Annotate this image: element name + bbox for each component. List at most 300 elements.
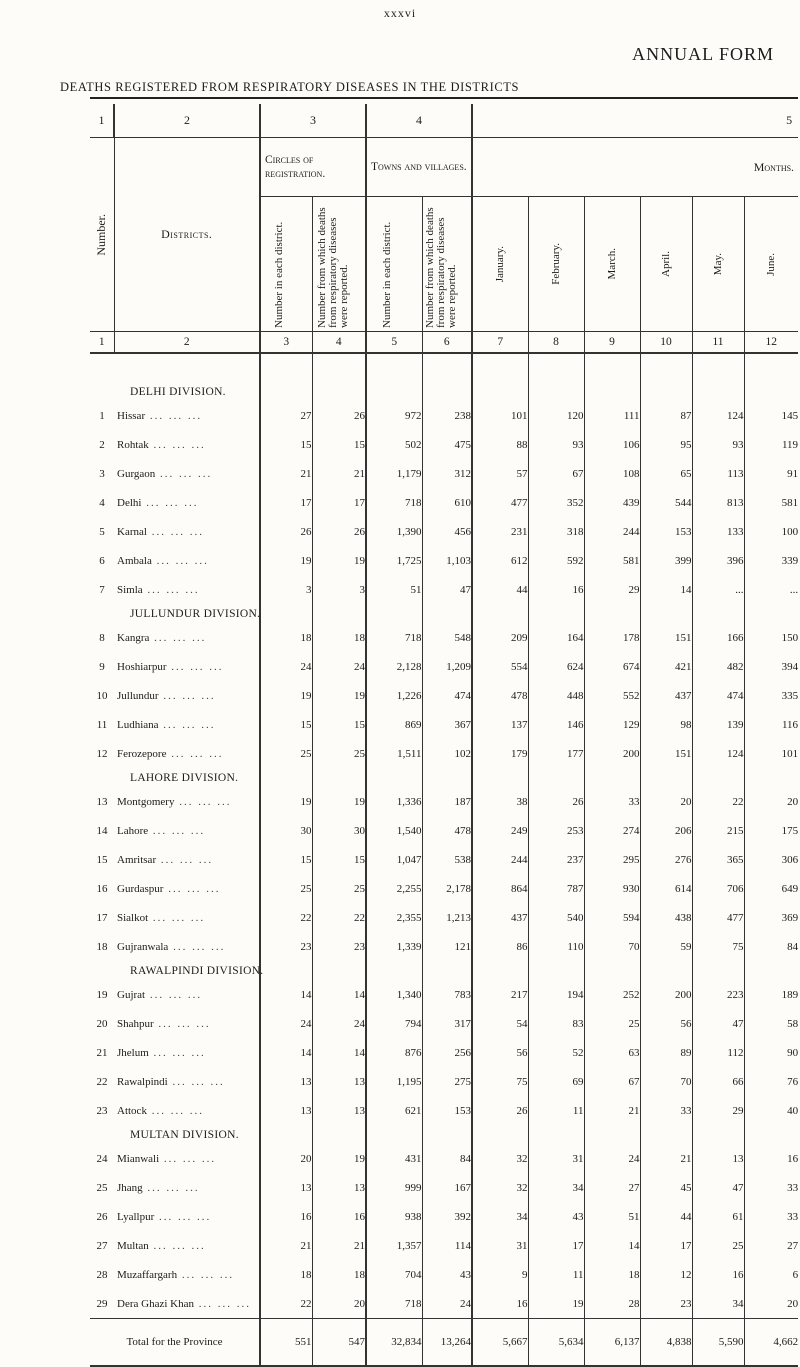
cell-feb: 787 xyxy=(528,874,584,903)
cell-jan: 31 xyxy=(472,1231,528,1260)
cell-jan: 75 xyxy=(472,1067,528,1096)
table-row xyxy=(90,816,798,845)
cell-c4: 17 xyxy=(312,488,366,517)
division-spacer xyxy=(260,604,312,623)
cell-mar: 274 xyxy=(584,816,640,845)
district-name xyxy=(114,546,260,575)
cell-feb: 352 xyxy=(528,488,584,517)
division-spacer xyxy=(422,1125,472,1144)
cell-may: 93 xyxy=(692,430,744,459)
cell-may: 22 xyxy=(692,787,744,816)
month-header xyxy=(744,197,798,332)
cell-feb: 34 xyxy=(528,1173,584,1202)
cell-c3: 18 xyxy=(260,623,312,652)
table-row xyxy=(90,787,798,816)
cell-mar: 594 xyxy=(584,903,640,932)
cell-may: 75 xyxy=(692,932,744,961)
district-name xyxy=(114,1173,260,1202)
column-number: 10 xyxy=(640,332,692,354)
district-name xyxy=(114,845,260,874)
cell-apr: 276 xyxy=(640,845,692,874)
cell-mar: 18 xyxy=(584,1260,640,1289)
cell-c4: 13 xyxy=(312,1096,366,1125)
cell-c6: 121 xyxy=(422,932,472,961)
row-number: 10 xyxy=(96,689,108,702)
division-spacer xyxy=(366,604,422,623)
division-spacer xyxy=(692,382,744,401)
cell-jan: 34 xyxy=(472,1202,528,1231)
row-number: 2 xyxy=(99,438,105,451)
cell-c5: 2,128 xyxy=(366,652,422,681)
cell-may: 13 xyxy=(692,1144,744,1173)
cell-c5: 1,179 xyxy=(366,459,422,488)
leader-dots: ... ... ... xyxy=(141,496,199,509)
cell-may: 29 xyxy=(692,1096,744,1125)
district-name xyxy=(114,932,260,961)
cell-jan: 9 xyxy=(472,1260,528,1289)
cell-mar: 178 xyxy=(584,623,640,652)
division-name: LAHORE DIVISION. xyxy=(130,771,239,784)
cell-mar: 200 xyxy=(584,739,640,768)
district-name xyxy=(114,816,260,845)
cell-jun: 306 xyxy=(744,845,798,874)
month-label: May. xyxy=(711,252,724,276)
district-label: Karnal xyxy=(117,525,147,538)
cell-may: 66 xyxy=(692,1067,744,1096)
cell-c3: 19 xyxy=(260,787,312,816)
table-row xyxy=(90,980,798,1009)
row-number: 1 xyxy=(99,409,105,422)
table-row xyxy=(90,1260,798,1289)
division-name: DELHI DIVISION. xyxy=(130,385,226,398)
division-row xyxy=(90,1125,798,1144)
row-number: 15 xyxy=(96,853,108,866)
total-row xyxy=(90,1319,798,1367)
division-spacer xyxy=(692,604,744,623)
cell-c4: 14 xyxy=(312,1038,366,1067)
district-name xyxy=(114,739,260,768)
division-spacer xyxy=(260,1125,312,1144)
spacer-row xyxy=(90,353,798,382)
division-spacer xyxy=(260,768,312,787)
division-spacer xyxy=(528,604,584,623)
cell-jun: 335 xyxy=(744,681,798,710)
cell-apr: 206 xyxy=(640,816,692,845)
district-name xyxy=(114,710,260,739)
cell-c3: 3 xyxy=(260,575,312,604)
total-jun: 4,662 xyxy=(744,1319,798,1367)
cell-jan: 101 xyxy=(472,401,528,430)
cell-jun: 649 xyxy=(744,874,798,903)
district-name xyxy=(114,681,260,710)
district-name xyxy=(114,1067,260,1096)
cell-apr: 45 xyxy=(640,1173,692,1202)
division-spacer xyxy=(366,768,422,787)
cell-jan: 32 xyxy=(472,1144,528,1173)
total-c5: 32,834 xyxy=(366,1319,422,1367)
district-name xyxy=(114,652,260,681)
cell-c3: 22 xyxy=(260,903,312,932)
district-label: Rawalpindi xyxy=(117,1075,168,1088)
district-label: Montgomery xyxy=(117,795,175,808)
row-number: 24 xyxy=(96,1152,108,1165)
cell-c4: 22 xyxy=(312,903,366,932)
group-number-row xyxy=(90,104,798,138)
cell-jun: 394 xyxy=(744,652,798,681)
cell-may: 139 xyxy=(692,710,744,739)
district-label: Ludhiana xyxy=(117,718,159,731)
leader-dots: ... ... ... xyxy=(148,438,206,451)
cell-c3: 13 xyxy=(260,1067,312,1096)
cell-c4: 15 xyxy=(312,710,366,739)
cell-jan: 86 xyxy=(472,932,528,961)
cell-jun: 6 xyxy=(744,1260,798,1289)
leader-dots: ... ... ... xyxy=(167,1075,225,1088)
cell-jun: 101 xyxy=(744,739,798,768)
cell-c4: 19 xyxy=(312,787,366,816)
cell-c5: 1,339 xyxy=(366,932,422,961)
cell-c4: 16 xyxy=(312,1202,366,1231)
cell-c4: 14 xyxy=(312,980,366,1009)
cell-feb: 540 xyxy=(528,903,584,932)
cell-mar: 51 xyxy=(584,1202,640,1231)
cell-jan: 88 xyxy=(472,430,528,459)
month-label: June. xyxy=(764,252,777,276)
row-number: 21 xyxy=(96,1046,108,1059)
cell-apr: 12 xyxy=(640,1260,692,1289)
cell-jan: 437 xyxy=(472,903,528,932)
cell-c3: 21 xyxy=(260,459,312,488)
column-number: 4 xyxy=(312,332,366,354)
cell-jun: 116 xyxy=(744,710,798,739)
col3-label: Number in each district. xyxy=(273,221,286,328)
cell-feb: 253 xyxy=(528,816,584,845)
cell-c4: 30 xyxy=(312,816,366,845)
cell-mar: 439 xyxy=(584,488,640,517)
districts-label: Districts. xyxy=(161,227,213,241)
leader-dots: ... ... ... xyxy=(149,631,207,644)
division-row xyxy=(90,604,798,623)
cell-may: 482 xyxy=(692,652,744,681)
cell-c4: 15 xyxy=(312,430,366,459)
division-spacer xyxy=(312,961,366,980)
row-number: 14 xyxy=(96,824,108,837)
division-spacer xyxy=(692,768,744,787)
cell-apr: 151 xyxy=(640,739,692,768)
row-number: 27 xyxy=(96,1239,108,1252)
cell-jan: 32 xyxy=(472,1173,528,1202)
cell-c5: 794 xyxy=(366,1009,422,1038)
column-number: 1 xyxy=(90,332,114,354)
cell-feb: 194 xyxy=(528,980,584,1009)
cell-c5: 1,340 xyxy=(366,980,422,1009)
cell-c5: 1,195 xyxy=(366,1067,422,1096)
district-name xyxy=(114,1096,260,1125)
leader-dots: ... ... ... xyxy=(156,853,214,866)
division-spacer xyxy=(528,961,584,980)
leader-dots: ... ... ... xyxy=(163,882,221,895)
district-label: Simla xyxy=(117,583,143,596)
group-number: 4 xyxy=(366,104,472,138)
table-row xyxy=(90,845,798,874)
district-name xyxy=(114,874,260,903)
cell-jan: 244 xyxy=(472,845,528,874)
division-spacer xyxy=(640,768,692,787)
division-row xyxy=(90,961,798,980)
column-number: 8 xyxy=(528,332,584,354)
month-header xyxy=(528,197,584,332)
division-spacer xyxy=(692,961,744,980)
cell-c6: 153 xyxy=(422,1096,472,1125)
leader-dots: ... ... ... xyxy=(166,747,224,760)
table-row xyxy=(90,681,798,710)
cell-jan: 179 xyxy=(472,739,528,768)
cell-c4: 24 xyxy=(312,652,366,681)
cell-jan: 57 xyxy=(472,459,528,488)
cell-c4: 18 xyxy=(312,623,366,652)
circles-header: Circles of registration. xyxy=(260,138,366,197)
row-number: 13 xyxy=(96,795,108,808)
cell-c3: 26 xyxy=(260,517,312,546)
cell-may: 112 xyxy=(692,1038,744,1067)
form-title: ANNUAL FORM xyxy=(632,44,774,64)
row-number: 7 xyxy=(99,583,105,596)
division-spacer xyxy=(528,382,584,401)
cell-jun: 189 xyxy=(744,980,798,1009)
group-number: 2 xyxy=(114,104,260,138)
cell-apr: 14 xyxy=(640,575,692,604)
district-label: Hissar xyxy=(117,409,146,422)
col4-header xyxy=(312,197,366,332)
cell-c6: 610 xyxy=(422,488,472,517)
district-name xyxy=(114,903,260,932)
row-number: 20 xyxy=(96,1017,108,1030)
table-row xyxy=(90,401,798,430)
table-row xyxy=(90,874,798,903)
cell-apr: 44 xyxy=(640,1202,692,1231)
spacer-cell xyxy=(584,353,640,382)
month-header xyxy=(640,197,692,332)
division-spacer xyxy=(584,382,640,401)
cell-jan: 209 xyxy=(472,623,528,652)
division-spacer xyxy=(744,768,798,787)
row-number: 4 xyxy=(99,496,105,509)
cell-may: 47 xyxy=(692,1009,744,1038)
cell-apr: 614 xyxy=(640,874,692,903)
cell-c6: 238 xyxy=(422,401,472,430)
district-label: Mianwali xyxy=(117,1152,160,1165)
cell-mar: 63 xyxy=(584,1038,640,1067)
column-number-row xyxy=(90,332,798,354)
division-spacer xyxy=(692,1125,744,1144)
cell-mar: 244 xyxy=(584,517,640,546)
cell-c6: 548 xyxy=(422,623,472,652)
spacer-cell xyxy=(114,353,260,382)
division-spacer xyxy=(422,604,472,623)
row-number: 6 xyxy=(99,554,105,567)
district-name xyxy=(114,1144,260,1173)
division-row xyxy=(90,768,798,787)
cell-jun: 175 xyxy=(744,816,798,845)
table-row xyxy=(90,932,798,961)
col3-header xyxy=(260,197,312,332)
table-row xyxy=(90,488,798,517)
cell-c3: 17 xyxy=(260,488,312,517)
leader-dots: ... ... ... xyxy=(148,1046,206,1059)
row-number: 5 xyxy=(99,525,105,538)
cell-c6: 1,213 xyxy=(422,903,472,932)
month-label: January. xyxy=(493,245,506,283)
column-number: 11 xyxy=(692,332,744,354)
cell-feb: 17 xyxy=(528,1231,584,1260)
cell-jan: 612 xyxy=(472,546,528,575)
group-number: 3 xyxy=(260,104,366,138)
division-name: RAWALPINDI DIVISION. xyxy=(130,964,264,977)
district-label: Gurdaspur xyxy=(117,882,164,895)
division-spacer xyxy=(640,382,692,401)
division-spacer xyxy=(422,768,472,787)
cell-mar: 70 xyxy=(584,932,640,961)
month-label: April. xyxy=(659,251,672,277)
cell-may: 124 xyxy=(692,739,744,768)
cell-may: 215 xyxy=(692,816,744,845)
cell-c6: 475 xyxy=(422,430,472,459)
cell-feb: 26 xyxy=(528,787,584,816)
cell-apr: 98 xyxy=(640,710,692,739)
table-row xyxy=(90,1096,798,1125)
cell-may: 34 xyxy=(692,1289,744,1319)
district-label: Ambala xyxy=(117,554,152,567)
table-row xyxy=(90,1173,798,1202)
cell-c6: 43 xyxy=(422,1260,472,1289)
month-label: February. xyxy=(549,243,562,285)
cell-feb: 67 xyxy=(528,459,584,488)
cell-apr: 153 xyxy=(640,517,692,546)
cell-apr: 151 xyxy=(640,623,692,652)
division-spacer xyxy=(90,1125,114,1144)
leader-dots: ... ... ... xyxy=(155,467,213,480)
group-header-row xyxy=(90,138,798,197)
row-number: 23 xyxy=(96,1104,108,1117)
cell-feb: 146 xyxy=(528,710,584,739)
cell-c3: 14 xyxy=(260,1038,312,1067)
division-spacer xyxy=(312,768,366,787)
column-number: 7 xyxy=(472,332,528,354)
column-number: 9 xyxy=(584,332,640,354)
cell-apr: 95 xyxy=(640,430,692,459)
cell-may: 477 xyxy=(692,903,744,932)
cell-c6: 2,178 xyxy=(422,874,472,903)
cell-c5: 869 xyxy=(366,710,422,739)
cell-mar: 295 xyxy=(584,845,640,874)
spacer-cell xyxy=(260,353,312,382)
table-row xyxy=(90,903,798,932)
cell-jan: 231 xyxy=(472,517,528,546)
cell-c5: 718 xyxy=(366,623,422,652)
cell-feb: 11 xyxy=(528,1260,584,1289)
district-name xyxy=(114,1009,260,1038)
district-label: Lahore xyxy=(117,824,149,837)
total-mar: 6,137 xyxy=(584,1319,640,1367)
cell-jan: 54 xyxy=(472,1009,528,1038)
cell-jan: 56 xyxy=(472,1038,528,1067)
cell-mar: 581 xyxy=(584,546,640,575)
table-row xyxy=(90,1202,798,1231)
cell-feb: 120 xyxy=(528,401,584,430)
division-spacer xyxy=(366,961,422,980)
district-label: Ferozepore xyxy=(117,747,167,760)
cell-c4: 25 xyxy=(312,874,366,903)
cell-apr: 89 xyxy=(640,1038,692,1067)
cell-c3: 15 xyxy=(260,430,312,459)
leader-dots: ... ... ... xyxy=(174,795,232,808)
district-name xyxy=(114,1289,260,1319)
district-name xyxy=(114,623,260,652)
cell-c6: 474 xyxy=(422,681,472,710)
cell-feb: 592 xyxy=(528,546,584,575)
district-label: Dera Ghazi Khan xyxy=(117,1297,194,1310)
table-row xyxy=(90,1067,798,1096)
leader-dots: ... ... ... xyxy=(193,1297,251,1310)
cell-jan: 864 xyxy=(472,874,528,903)
cell-apr: 438 xyxy=(640,903,692,932)
cell-c5: 938 xyxy=(366,1202,422,1231)
leader-dots: ... ... ... xyxy=(166,660,224,673)
cell-jun: 58 xyxy=(744,1009,798,1038)
row-number: 3 xyxy=(99,467,105,480)
cell-c5: 2,255 xyxy=(366,874,422,903)
cell-jan: 26 xyxy=(472,1096,528,1125)
row-number: 11 xyxy=(96,718,108,731)
district-label: Kangra xyxy=(117,631,150,644)
cell-apr: 56 xyxy=(640,1009,692,1038)
leader-dots: ... ... ... xyxy=(146,525,204,538)
table-row xyxy=(90,1289,798,1319)
division-spacer xyxy=(472,961,528,980)
cell-c3: 16 xyxy=(260,1202,312,1231)
spacer-cell xyxy=(692,353,744,382)
cell-mar: 67 xyxy=(584,1067,640,1096)
cell-mar: 552 xyxy=(584,681,640,710)
cell-mar: 29 xyxy=(584,575,640,604)
cell-apr: 87 xyxy=(640,401,692,430)
number-header xyxy=(90,138,114,332)
cell-feb: 11 xyxy=(528,1096,584,1125)
cell-c5: 2,355 xyxy=(366,903,422,932)
cell-jun: 20 xyxy=(744,787,798,816)
division-spacer xyxy=(472,1125,528,1144)
cell-c3: 15 xyxy=(260,845,312,874)
cell-c4: 19 xyxy=(312,1144,366,1173)
district-name xyxy=(114,1202,260,1231)
cell-c3: 18 xyxy=(260,1260,312,1289)
cell-c6: 783 xyxy=(422,980,472,1009)
cell-c6: 392 xyxy=(422,1202,472,1231)
row-number: 8 xyxy=(99,631,105,644)
district-label: Delhi xyxy=(117,496,142,509)
cell-jan: 38 xyxy=(472,787,528,816)
cell-jun: 16 xyxy=(744,1144,798,1173)
table-row xyxy=(90,710,798,739)
division-spacer xyxy=(312,382,366,401)
cell-c4: 24 xyxy=(312,1009,366,1038)
table-row xyxy=(90,1009,798,1038)
cell-may: 133 xyxy=(692,517,744,546)
table-row xyxy=(90,459,798,488)
division-spacer xyxy=(744,604,798,623)
cell-c5: 51 xyxy=(366,575,422,604)
cell-apr: 65 xyxy=(640,459,692,488)
